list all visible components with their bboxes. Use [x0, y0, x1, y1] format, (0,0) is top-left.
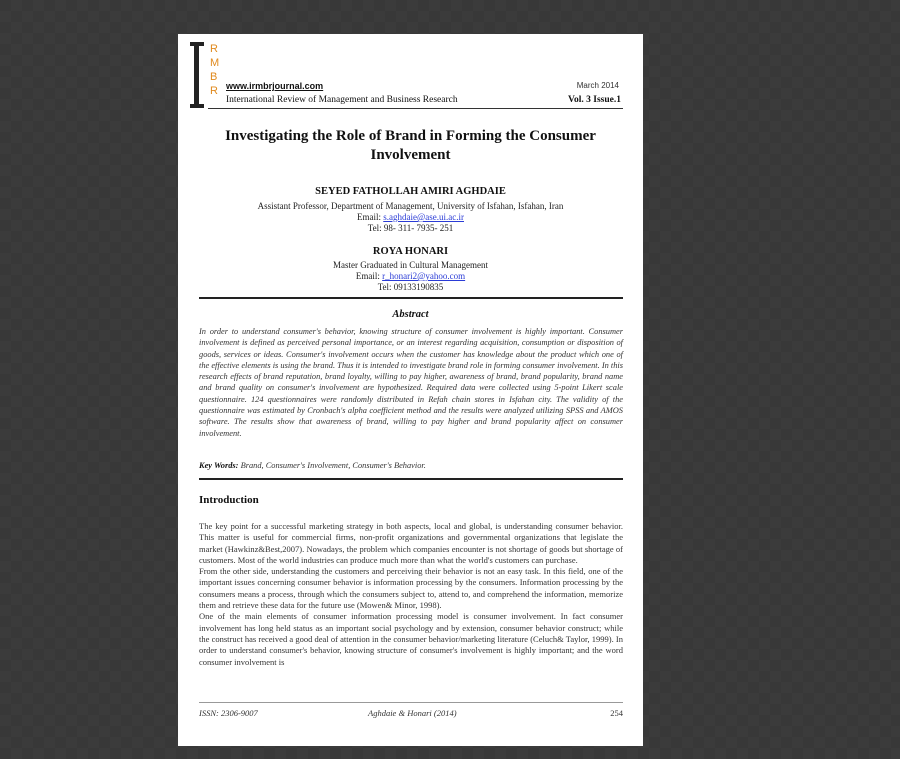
- document-page: [178, 34, 643, 746]
- abstract-text: In order to understand consumer's behavior, knowing structure of consumer involvement is highly important. Consumer involvement is defined as perceived personal importance, or an interest regarding acquisition, consumption or disposition of goods, services or ideas. Consumer's involvement occurs when the customer has knowledge about the product which one of the effective elements is using the brand. Thus it is intended to investigate brand role in forming consumer involvement. In this research effects of brand reputation, brand loyalty, willing to pay higher, awareness of brand, brand popularity, brand name and brand quality on consumer's involvement are hypothesized. Required data were collected using 5-point Likert scale questionnaire. 124 questionnaires were randomly distributed in Refah chain stores in Isfahan city. The validity of the questionnaire was estimated by Cronbach's alpha coefficient method and the results were analyzed utilizing SPSS and AMOS software. The results show that awareness of brand, willing to pay higher and brand popularity affect on consumer involvement.: [199, 327, 623, 438]
- paragraph: The key point for a successful marketing strategy in both aspects, local and global, is understanding consumer behavior. This matter is useful for commercial firms, non-profit organizations and governmental organizations that legislate the market (Hawkinz&Best,2007). Nowadays, the problem which companies encounter is not shortage of goods but shortage of customers. Most of the world industries can produce much more than what the world's customers can purchase.: [199, 521, 623, 565]
- paper-title: Investigating the Role of Brand in Forming the Consumer Involvement: [225, 128, 596, 163]
- author-tel: Tel: 09133190835: [377, 282, 444, 292]
- footer-issn: ISSN: 2306-9007: [199, 708, 258, 718]
- introduction-body: [199, 521, 623, 668]
- author-email: Email: s.aghdaie@ase.ui.ac.ir: [356, 212, 464, 222]
- author-tel: Tel: 98- 311- 7935- 251: [367, 223, 454, 233]
- journal-name: International Review of Management and Business Research: [226, 95, 458, 105]
- abstract-heading: Abstract: [392, 309, 429, 320]
- abstract-top-rule: [199, 297, 623, 299]
- email-link[interactable]: r_honari2@yahoo.com: [382, 271, 466, 281]
- journal-logo-icon: [190, 40, 202, 106]
- email-link[interactable]: s.aghdaie@ase.ui.ac.ir: [383, 212, 464, 222]
- page-number: 254: [610, 708, 623, 718]
- author-affiliation: Assistant Professor, Department of Management, University of Isfahan, Isfahan, Iran: [257, 201, 564, 211]
- issue-date: March 2014: [576, 81, 619, 90]
- logo-letters: R M B R: [210, 43, 220, 97]
- keywords: Key Words: Brand, Consumer's Involvement, Consumer's Behavior.: [199, 461, 426, 470]
- author-email: Email: r_honari2@yahoo.com: [355, 271, 466, 281]
- footer-rule: [199, 702, 623, 703]
- header-rule: [208, 108, 623, 109]
- volume-issue: Vol. 3 Issue.1: [568, 95, 621, 105]
- paragraph: From the other side, understanding the customers and perceiving their behavior is not an easy task. In this field, one of the important issues concerning consumer behavior is information processing by the consumers. Information processing by the consumers means a process, through which the consumers subject to, attend to, and comprehend the information, memorize them and retrieve these data for the future use (Mowen& Minor, 1998).: [199, 566, 623, 611]
- footer-citation: Aghdaie & Honari (2014): [368, 708, 457, 718]
- author-affiliation: Master Graduated in Cultural Management: [333, 260, 488, 270]
- abstract-bottom-rule: [199, 478, 623, 480]
- paragraph: One of the main elements of consumer information processing model is consumer involvement. In fact consumer involvement has long held status as an important social psychology and by extension, consumer behavior construct; while the construct has received a good deal of attention in the consumer behavior/marketing literature (Celuch& Taylor, 1999). In order to understand consumer's behavior, knowing structure of consumer's involvement is highly important; and the word consumer involvement is: [199, 611, 623, 667]
- author-name: SEYED FATHOLLAH AMIRI AGHDAIE: [315, 186, 506, 197]
- section-heading-introduction: Introduction: [199, 494, 259, 506]
- journal-website-link[interactable]: www.irmbrjournal.com: [226, 81, 324, 91]
- author-name: ROYA HONARI: [372, 246, 449, 257]
